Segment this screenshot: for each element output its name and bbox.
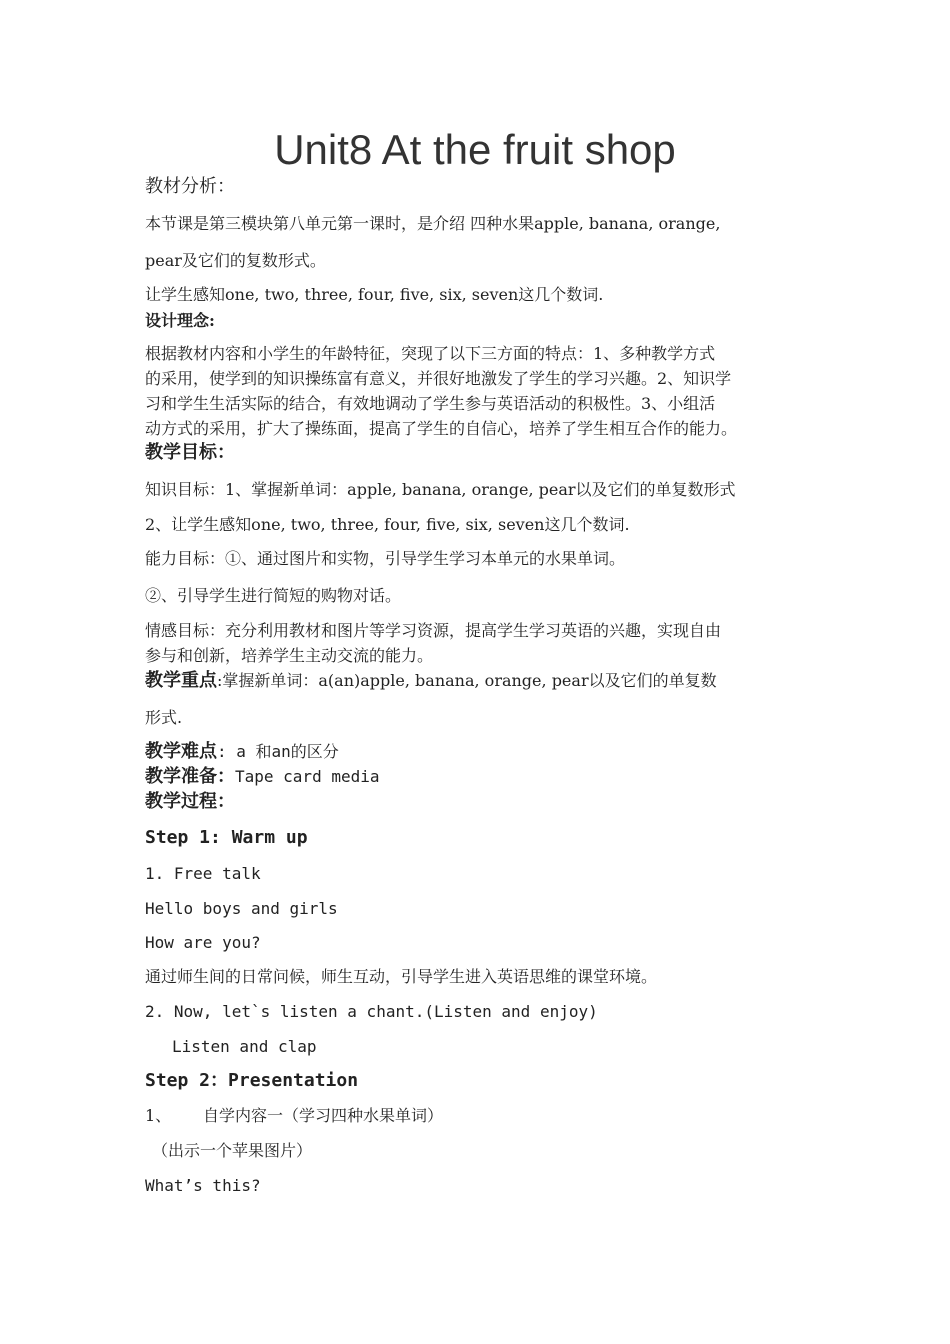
emotion-goal bbox=[145, 618, 825, 668]
difficulty bbox=[145, 742, 339, 762]
key-points-text: :掌握新单词：a(an)apple, banana, orange, pear以及它们的单复数 bbox=[217, 671, 717, 690]
analysis-line-2: pear及它们的复数形式。 bbox=[145, 251, 326, 270]
emotion-goal-line: 参与和创新，培养学生主动交流的能力。 bbox=[145, 646, 434, 665]
goals-heading: 教学目标： bbox=[145, 442, 235, 463]
step1-heading: Step 1: Warm up bbox=[145, 827, 308, 848]
difficulty-label: 教学难点 bbox=[145, 741, 217, 762]
step1-note: 通过师生间的日常问候，师生互动，引导学生进入英语思维的课堂环境。 bbox=[145, 967, 658, 986]
process-heading: 教学过程： bbox=[145, 791, 235, 812]
step2-item-1-text: 自学内容一（学习四种水果单词） bbox=[203, 1106, 444, 1125]
step1-item-1: 1. Free talk bbox=[145, 864, 261, 883]
ability-goal-1: 能力目标：①、通过图片和实物，引导学生学习本单元的水果单词。 bbox=[145, 549, 626, 568]
knowledge-goal-1: 知识目标：1、掌握新单词：apple, banana, orange, pear以及它们的单复数形式 bbox=[145, 480, 736, 499]
concept-line: 动方式的采用，扩大了操练面，提高了学生的自信心，培养了学生相互合作的能力。 bbox=[145, 419, 738, 438]
step1-hello-line: Hello boys and girls bbox=[145, 899, 338, 918]
analysis-line-1: 本节课是第三模块第八单元第一课时，是介绍 四种水果apple, banana, orange, bbox=[145, 214, 721, 233]
key-points-text-continued: 形式. bbox=[145, 708, 183, 727]
step1-item-2: 2. Now, let`s listen a chant.(Listen and enjoy) bbox=[145, 1002, 598, 1021]
step2-question: What’s this? bbox=[145, 1176, 261, 1195]
step1-item-2-sub: Listen and clap bbox=[172, 1037, 317, 1056]
analysis-heading: 教材分析： bbox=[145, 176, 235, 197]
preparation-text: Tape card media bbox=[235, 767, 380, 786]
concept-paragraph bbox=[145, 341, 825, 441]
concept-heading: 设计理念: bbox=[145, 311, 215, 330]
difficulty-text: : a 和an的区分 bbox=[217, 742, 339, 761]
concept-line: 的采用，使学到的知识操练富有意义，并很好地激发了学生的学习兴趣。2、知识学 bbox=[145, 369, 732, 388]
key-points-label: 教学重点 bbox=[145, 670, 217, 691]
analysis-line-3: 让学生感知one, two, three, four, five, six, seven这几个数词. bbox=[145, 285, 604, 304]
preparation-label: 教学准备： bbox=[145, 766, 235, 787]
ability-goal-2: ②、引导学生进行简短的购物对话。 bbox=[145, 586, 402, 605]
step2-show-picture: （出示一个苹果图片） bbox=[152, 1141, 313, 1160]
concept-line: 习和学生生活实际的结合，有效地调动了学生参与英语活动的积极性。3、小组活 bbox=[145, 394, 716, 413]
knowledge-goal-2: 2、让学生感知one, two, three, four, five, six, seven这几个数词. bbox=[145, 515, 630, 534]
key-points bbox=[145, 671, 717, 691]
step1-how-line: How are you? bbox=[145, 933, 261, 952]
page-title: Unit8 At the fruit shop bbox=[274, 126, 676, 173]
step2-heading: Step 2：Presentation bbox=[145, 1070, 359, 1091]
concept-line: 根据教材内容和小学生的年龄特征，突现了以下三方面的特点：1、多种教学方式 bbox=[145, 344, 716, 363]
preparation bbox=[145, 767, 380, 787]
emotion-goal-line: 情感目标：充分利用教材和图片等学习资源，提高学生学习英语的兴趣，实现自由 bbox=[145, 621, 722, 640]
step2-item-1-number: 1、 bbox=[145, 1106, 172, 1125]
